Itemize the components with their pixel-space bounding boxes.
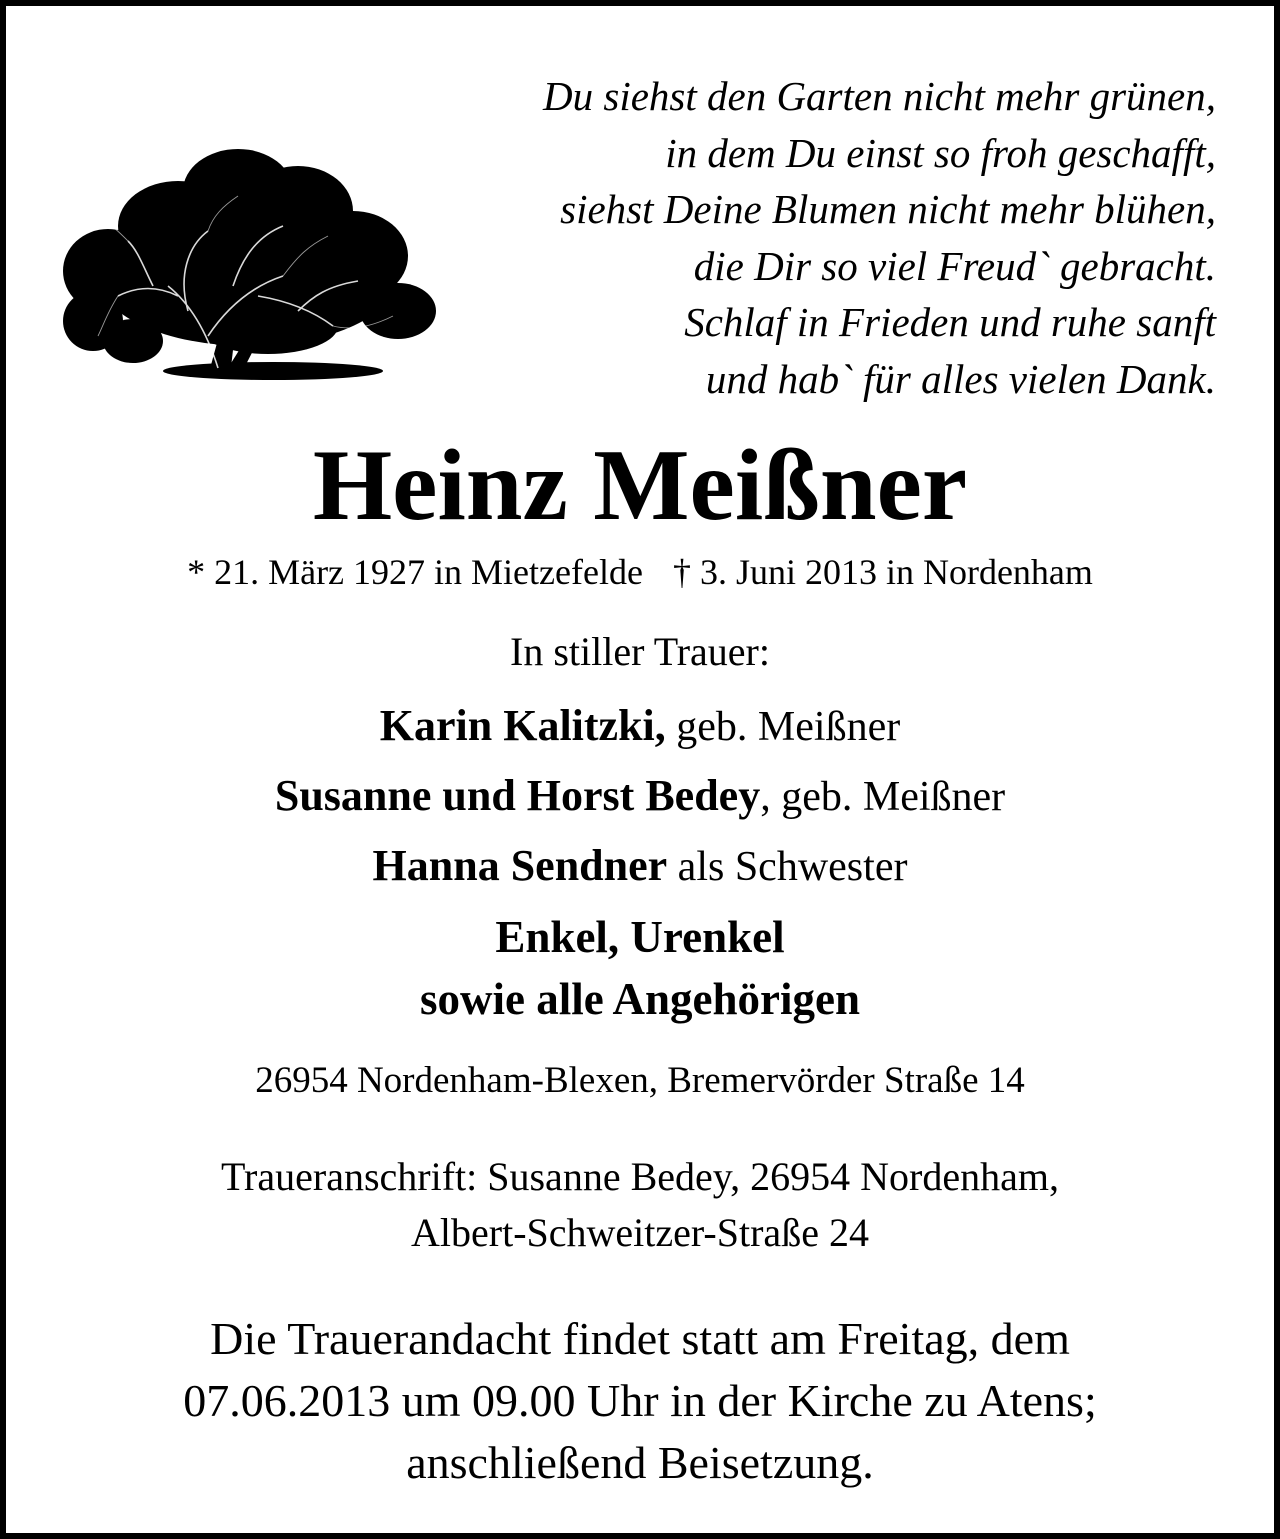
relatives-line: Enkel, Urenkel (495, 912, 785, 962)
life-dates (6, 546, 1274, 598)
mourning-address-line: Albert-Schweitzer-Straße 24 (411, 1210, 869, 1255)
relatives-line: sowie alle Angehörigen (420, 974, 860, 1024)
poem-line: Du siehst den Garten nicht mehr grünen, (543, 73, 1216, 119)
family-member-note: geb. Meißner (665, 704, 901, 750)
mourning-address (6, 1149, 1274, 1261)
poem-line: siehst Deine Blumen nicht mehr blühen, (560, 186, 1216, 233)
poem-line: die Dir so viel Freud` gebracht. (693, 242, 1216, 289)
family-member (6, 838, 1274, 895)
family-member-note: als Schwester (667, 844, 908, 890)
mourning-address-line: Traueranschrift: Susanne Bedey, 26954 Nordenham, (221, 1154, 1059, 1199)
family-member-note: , geb. Meißner (760, 774, 1006, 820)
service-info (6, 1308, 1274, 1494)
poem-line: in dem Du einst so froh geschafft, (665, 129, 1216, 176)
death-date: † 3. Juni 2013 in Nordenham (672, 552, 1093, 592)
service-line: 07.06.2013 um 09.00 Uhr in der Kirche zu Atens; (183, 1375, 1097, 1426)
home-address: 26954 Nordenham-Blexen, Bremervörder Straße 14 (255, 1060, 1025, 1101)
family-member (6, 698, 1274, 755)
poem-line: Schlaf in Frieden und ruhe sanft (684, 299, 1216, 346)
deceased-name: Heinz Meißner (312, 429, 968, 542)
birth-date: * 21. März 1927 in Mietzefelde (187, 552, 643, 592)
family-member (6, 768, 1274, 825)
poem-line: und hab` für alles vielen Dank. (705, 355, 1216, 402)
service-line: Die Trauerandacht findet statt am Freitag, dem (210, 1313, 1070, 1364)
poem (316, 68, 1216, 408)
family-member-name: Karin Kalitzki, (379, 701, 666, 750)
mourning-intro: In stiller Trauer: (510, 629, 770, 674)
family-member-name: Susanne und Horst Bedey (274, 771, 761, 820)
relatives (6, 906, 1274, 1030)
family-member-name: Hanna Sendner (372, 841, 668, 890)
service-line: anschließend Beisetzung. (406, 1437, 874, 1488)
